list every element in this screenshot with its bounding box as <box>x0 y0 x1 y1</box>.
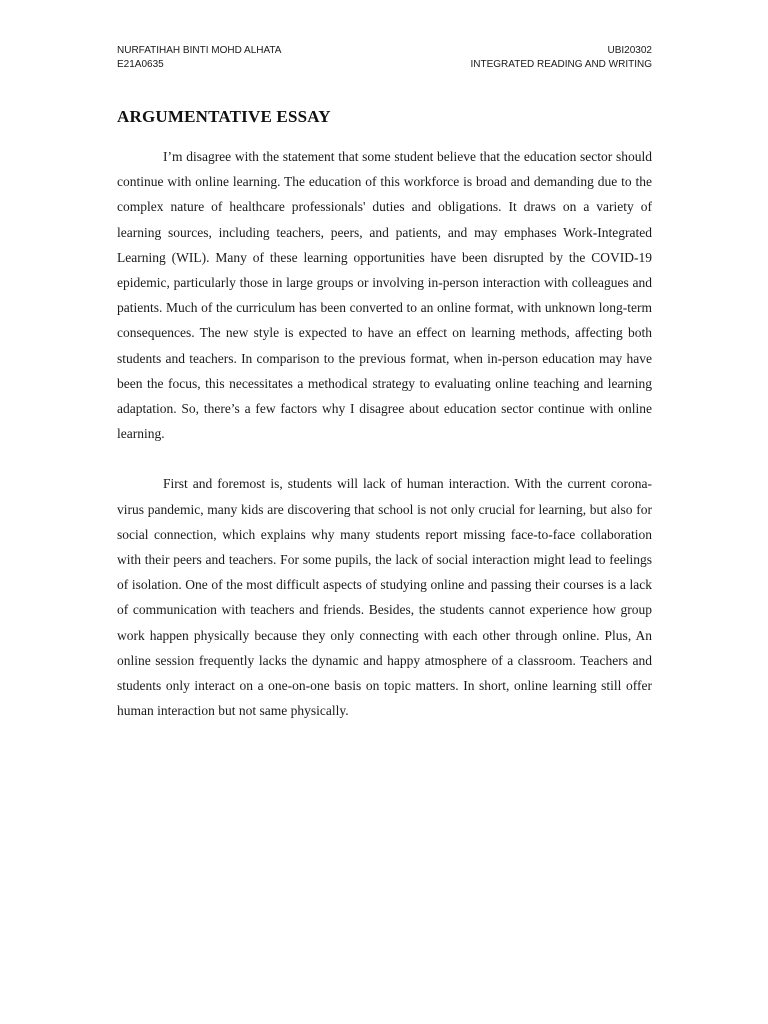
essay-body <box>117 144 652 723</box>
page-header <box>117 44 652 72</box>
paragraph-1: I’m disagree with the statement that some student believe that the education sector should continue with online learning. The education of this workforce is broad and demanding due to the complex nature of healthcare professionals' duties and obligations. It draws on a variety of learning sources, including teachers, peers, and patients, and may emphases Work-Integrated Learning (WIL). Many of these learning opportunities have been disrupted by the COVID-19 epidemic, particularly those in large groups or involving in-person interaction with colleagues and patients. Much of the curriculum has been converted to an online format, with unknown long-term consequences. The new style is expected to have an effect on learning methods, affecting both students and teachers. In comparison to the previous format, when in-person education may have been the focus, this necessitates a methodical strategy to evaluating online teaching and learning adaptation. So, there’s a few factors why I disagree about education sector continue with online learning. <box>117 149 652 442</box>
header-row-bottom <box>117 58 652 72</box>
essay-title: ARGUMENTATIVE ESSAY <box>117 107 331 126</box>
paragraph-2: First and foremost is, students will lack of human interaction. With the current corona-virus pandemic, many kids are discovering that school is not only crucial for learning, but also for social connection, which explains why many students report missing face-to-face collaboration with their peers and teachers. For some pupils, the lack of social interaction might lead to feelings of isolation. One of the most difficult aspects of studying online and passing their courses is a lack of communication with teachers and friends. Besides, the students cannot experience how group work happen physically because they only connecting with each other through online. Plus, An online session frequently lacks the dynamic and happy atmosphere of a classroom. Teachers and students only interact on a one-on-one basis on topic matters. In short, online learning still offer human interaction but not same physically. <box>117 476 652 719</box>
course-code: UBI20302 <box>607 45 652 56</box>
author-name: NURFATIHAH BINTI MOHD ALHATA <box>117 45 282 56</box>
course-name: INTEGRATED READING AND WRITING <box>470 59 652 70</box>
header-row-top <box>117 44 652 58</box>
student-id: E21A0635 <box>117 59 164 70</box>
